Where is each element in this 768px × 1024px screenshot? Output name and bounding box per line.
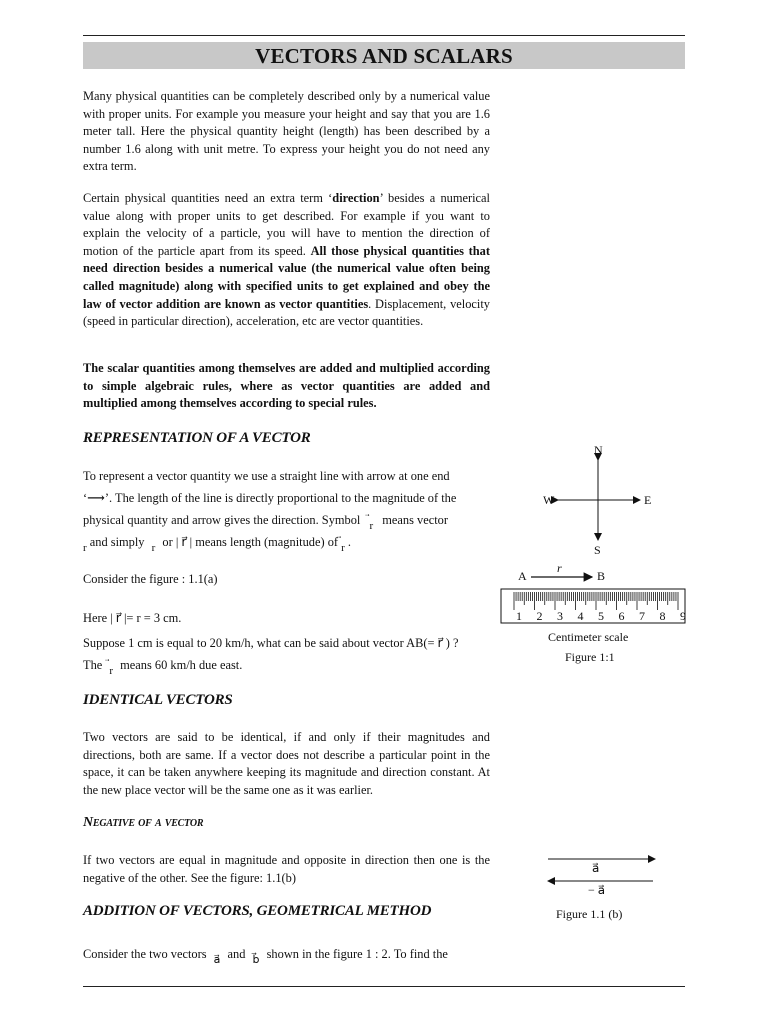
vector-a-label: a⃗ [592,861,600,875]
para2-bold-direction: direction [332,191,380,205]
centimeter-scale [501,589,686,623]
arrow-symbol-icon: ⟶ [87,491,105,505]
ruler-number: 7 [639,609,645,623]
rep-quote-open: ‘ [83,491,88,505]
scalar-r-symbol-2: r [151,542,156,554]
ruler-number: 6 [618,609,625,623]
rep-here: Here | r⃗ |= r = 3 cm. [83,611,182,625]
ruler-number: 3 [557,609,563,623]
para2-text-1: Certain physical quantities need an extra term ‘ [83,191,333,205]
rep-line-4c: means length (magnitude) of [195,535,339,549]
heading-negative: Negative of a vector [83,815,204,830]
point-a-label: A [518,569,527,583]
addition-text-a: Consider the two vectors [83,947,207,961]
point-b-label: B [597,569,606,583]
heading-representation: REPRESENTATION OF A VECTOR [83,430,311,446]
vector-neg-a-label: − a⃗ [588,883,606,897]
paragraph-negative: If two vectors are equal in magnitude and opposite in direction then one is the negative of the other. See the figure: 1.1(b) [83,853,490,885]
rep-consider: Consider the figure : 1.1(a) [83,572,218,586]
heading-addition: ADDITION OF VECTORS, GEOMETRICAL METHOD [83,903,432,919]
compass-diagram [543,443,651,557]
figure-1-1b [548,859,655,921]
vector-a-symbol: a⃗ [213,954,221,966]
vector-r-symbol-3: r [109,665,114,677]
ruler-number: 5 [598,609,604,623]
figure-1-1-caption: Figure 1:1 [565,650,615,664]
compass-east-label: E [644,493,652,507]
ruler-number: 2 [536,609,543,623]
paragraph-intro: Many physical quantities can be completely described only by a numerical value with proper units. For example you measure your height and say that you are 1.6 meter tall. Here the physical quantity height (length) has been described by a number 1.6 along with unit metre. To express your height you do not need any extra term. [83,89,490,174]
page-title: VECTORS AND SCALARS [83,42,685,69]
rep-line-1: To represent a vector quantity we use a straight line with arrow at one end [83,469,450,483]
rep-line-4: r and simply r or | r⃗ | means length (magnitude) of r . [83,533,490,552]
compass-north-label: N [594,443,603,457]
paragraph-scalar-rules: The scalar quantities among themselves are added and multiplied according to simple algebraic rules, where as vector quantities are added and multiplied among themselves according to special rules. [83,361,490,411]
heading-identical: IDENTICAL VECTORS [83,692,233,708]
vector-ab-diagram [518,561,605,583]
rep-line-3a: physical quantity and arrow gives the direction. Symbol [83,513,361,527]
figure-1-1b-caption: Figure 1.1 (b) [556,907,623,921]
scalar-r-symbol: r [83,542,87,554]
para2-bold-definition: All those physical quantities that need direction besides a numerical value (the numerical value often being called magnitude) along with specified units to get explained and obey the law of vector addition are known as vector quantities [83,243,490,311]
vector-r-symbol-2: r [341,542,345,554]
addition-text-b: and [227,947,246,961]
rep-the-a: The [83,658,103,672]
para2-text-2: ’ besides a numerical value along with proper units to get described. For example if you want to explain the velocity of a particle, you will have to mention the direction of motion of the particle apart from its speed. [83,191,490,258]
rep-line-3b: means vector [382,513,448,527]
vector-b-symbol: b⃗ [252,954,260,966]
rep-line-4a: and simply [89,535,145,549]
paragraph-identical: Two vectors are said to be identical, if and only if their magnitudes and directions, both are same. If a vector does not describe a particular point in the space, it can be taken anywhere keeping its magnitude and direction constant. At the new place vector will be the same one as it was earlier. [83,730,490,797]
compass-west-label: W [543,493,555,507]
compass-south-label: S [594,543,601,557]
addition-text-c: shown in the figure 1 : 2. To find the [266,947,448,961]
ruler-number: 9 [680,609,686,623]
rep-line-4b: or [162,535,173,549]
ruler-number: 8 [659,609,666,623]
vector-r-symbol: r [369,520,374,532]
rep-the-b: means 60 km/h due east. [120,658,243,672]
ruler-number: 1 [516,609,522,623]
scale-caption: Centimeter scale [548,630,629,644]
vector-r-label: r [557,561,562,575]
rep-line-2-text: ’. The length of the line is directly proportional to the magnitude of the [104,491,457,505]
magnitude-symbol: | r⃗ | [175,535,193,549]
rep-suppose: Suppose 1 cm is equal to 20 km/h, what can be said about vector AB(= r⃗ ) ? [83,636,459,650]
ruler-number: 4 [577,609,584,623]
para2-text-3: . Displacement, velocity (speed in particular direction), acceleration, etc are vector quantities. [83,296,490,329]
